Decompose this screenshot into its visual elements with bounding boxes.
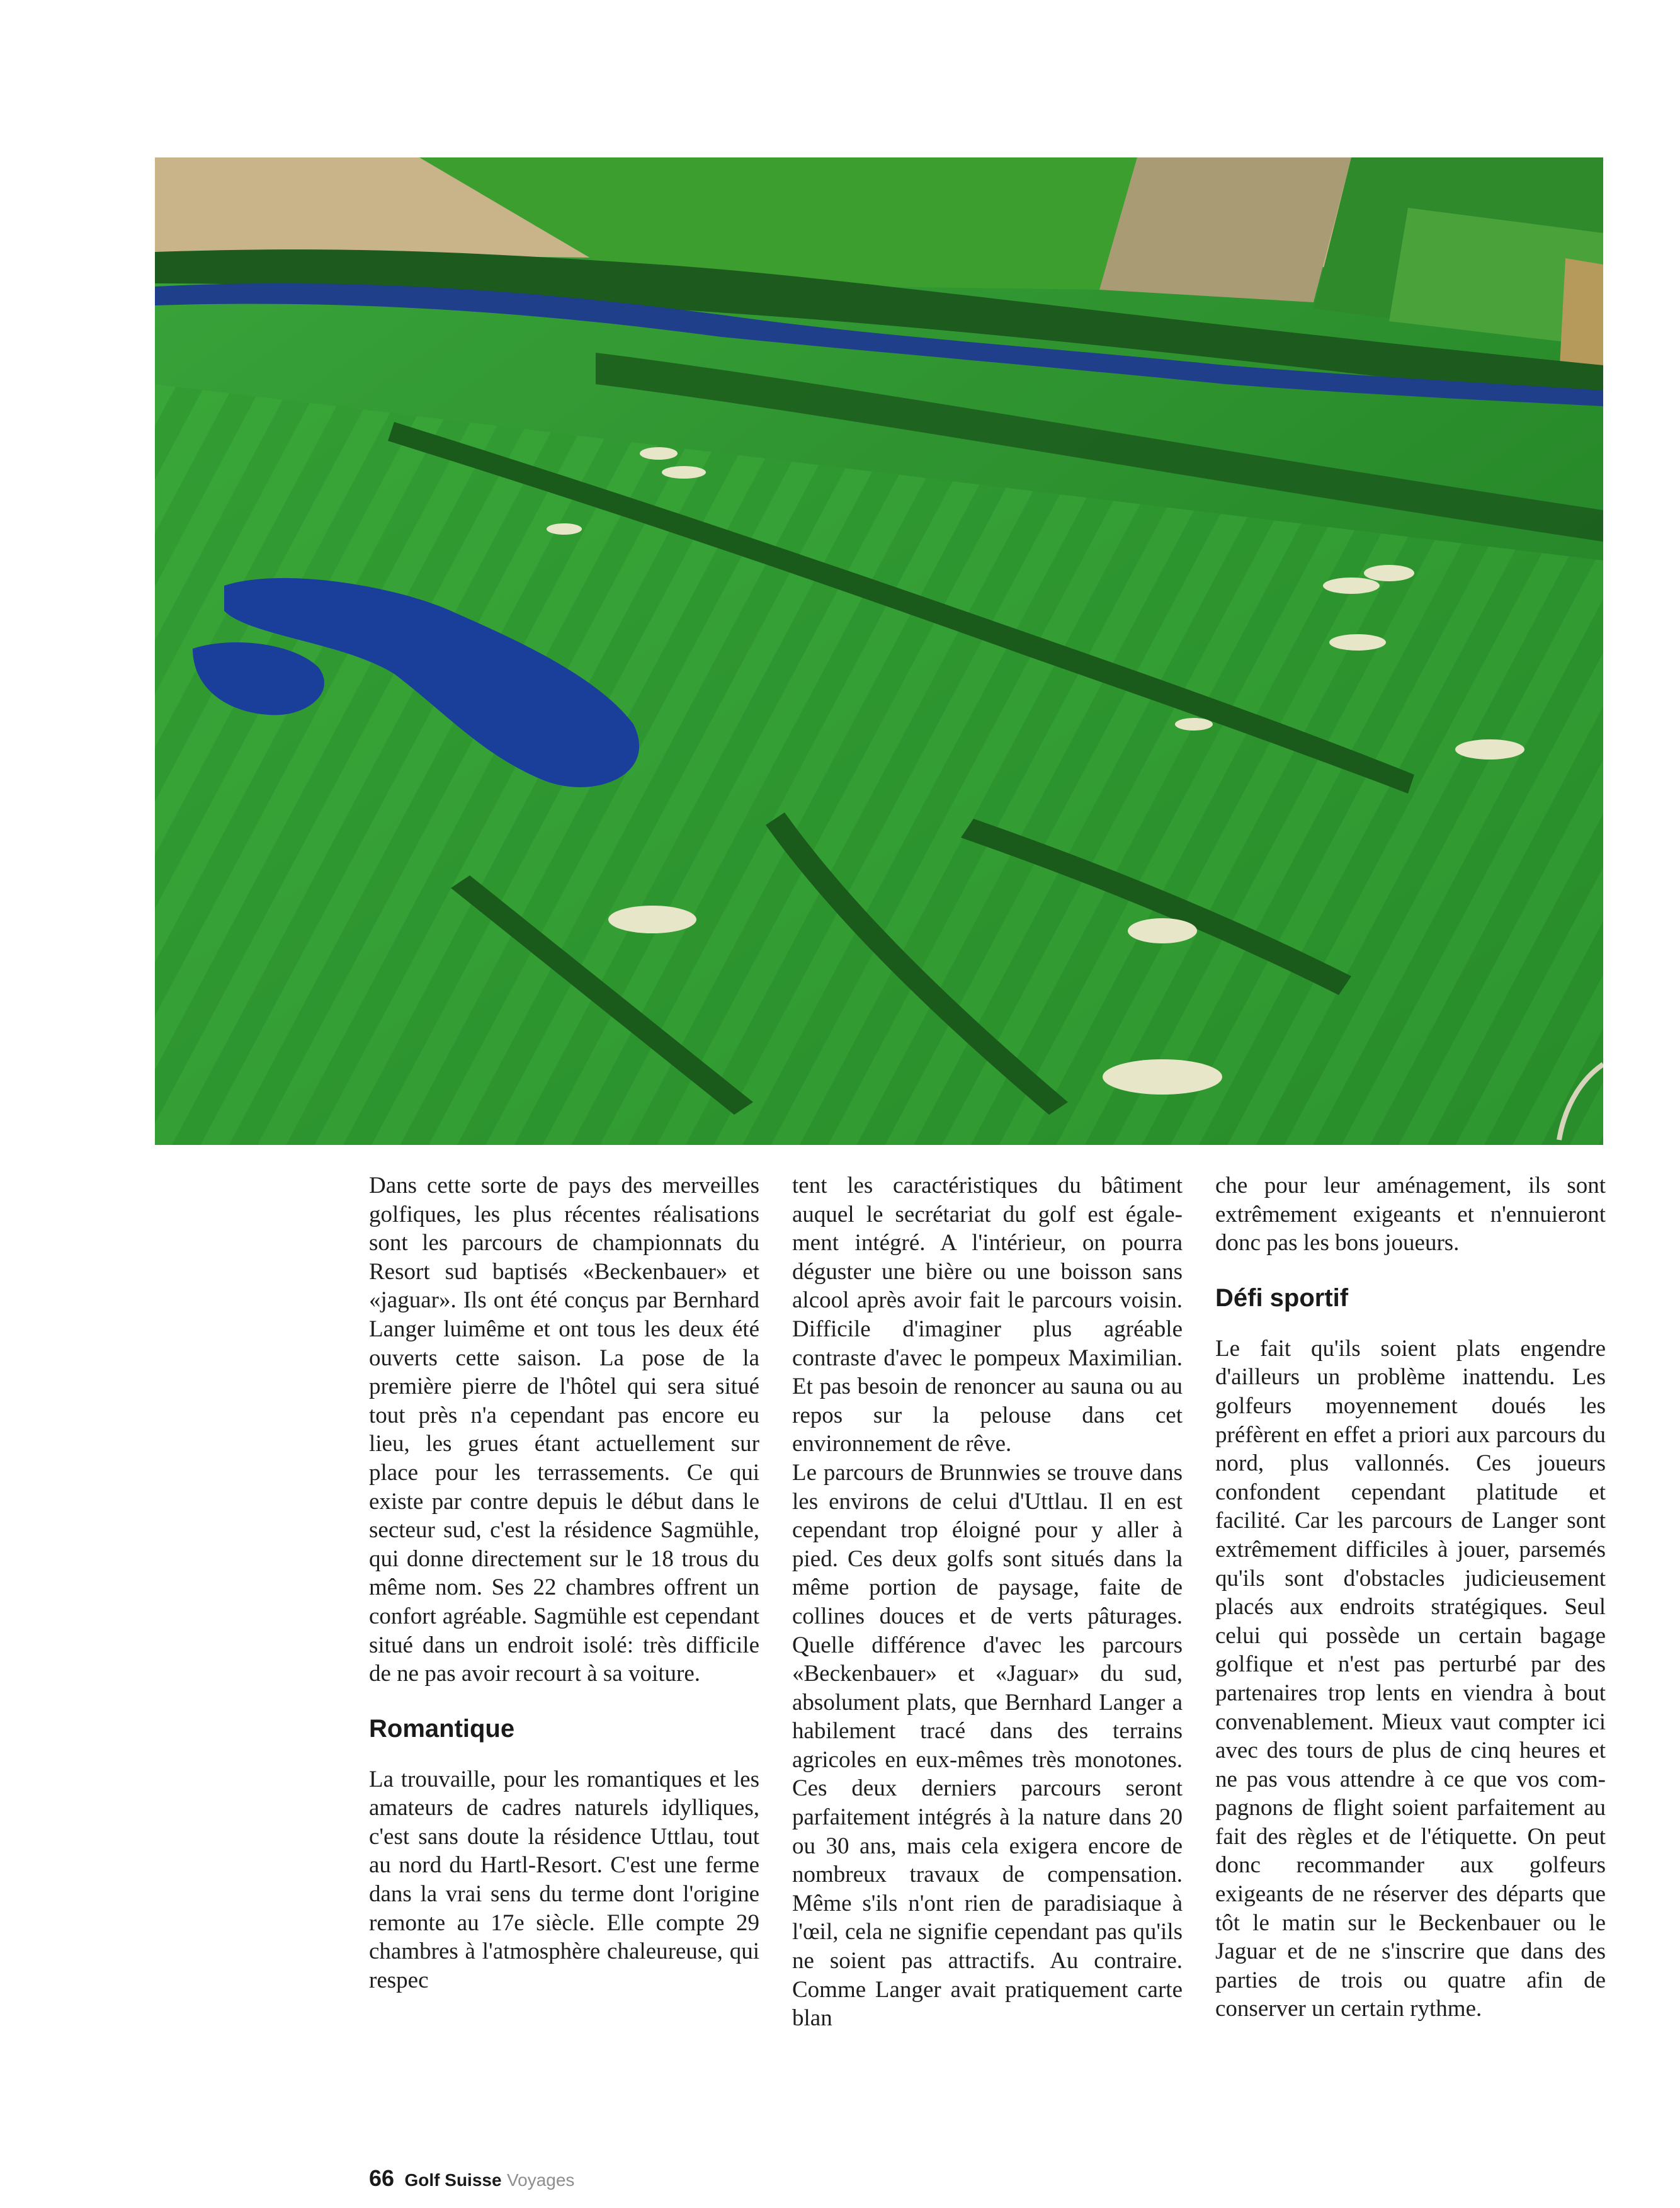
paragraph: tent les caractéristiques du bâtiment auquel le secrétariat du golf est également intégré. A l'intérieur, on pourra déguster une bière ou une boisson sans alcool après avoir fait le parcours voisin. Difficile d'imaginer plus agréable contraste d'avec le pompeux Maximilian. Et pas besoin de renoncer au sauna ou au repos sur la pelouse dans cet environnement de rêve. — [792, 1173, 1183, 1457]
magazine-name: Golf Suisse — [404, 2170, 502, 2190]
paragraph: Dans cette sorte de pays des merveilles golfiques, les plus récentes réalisations sont les parcours de championnats du Resort sud baptisés «Beckenbauer» et «jaguar». Ils ont été conçus par Bernhard Langer luimême et ont tous les deux été ouverts cette saison. La pose de la première pierre de l'hôtel qui sera situé tout près n'a cependant pas encore eu lieu, les grues étant actuellement sur place pour les terrassements. Ce qui existe par contre depuis le début dans le secteur sud, c'est la résidence Sagmühle, qui donne directement sur le 18 trous du même nom. Ses 22 chambres offrent un confort agréable. Sagmühle est cependant situé dans un endroit isolé: très difficile de ne pas avoir recourt à sa voiture. — [369, 1173, 759, 1687]
page-number: 66 — [369, 2165, 395, 2191]
golf-course-illustration — [155, 157, 1603, 1145]
aerial-golf-course-photo — [155, 157, 1603, 1145]
section-name: Voyages — [507, 2170, 575, 2190]
paragraph: Le fait qu'ils soient plats engendre d'ailleurs un problème inattendu. Les golfeurs moyennement doués les préfèrent en effet a priori aux parcours du nord, plus vallonnés. Ces joueurs confondent cependant platitude et facilité. Car les parcours de Langer sont extrêmement difficiles à jouer, parsemés qu'ils sont d'obstacles judicieusement placés aux endroits stratégiques. Seul celui qui possède un certain bagage golfique et n'est pas perturbé par des partenaires trop lents en viendra à bout convenablement. Mieux vaut compter ici avec des tours de plus de cinq heures et ne pas vous attendre à ce que vos compagnons de flight soient parfaitement au fait des règles et de l'étiquette. On peut donc recommander aux golfeurs exigeants de ne réserver des départs que tôt le matin sur le Beckenbauer ou le Jaguar et de ne s'inscrire que dans des parties de trois ou quatre afin de conserver un certain rythme. — [1215, 1335, 1606, 2022]
paragraph: Le parcours de Brunnwies se trouve dans les environs de celui d'Uttlau. Il en est cependant trop éloigné pour y aller à pied. Ces deux golfs sont situés dans la même portion de paysage, faite de collines douces et de verts pâturages. Quelle différence d'avec les parcours «Beckenbauer» et «Jaguar» du sud, absolument plats, que Bernhard Langer a habilement tracé dans des terrains agricoles en eux-mêmes très monotones. Ces deux derniers parcours seront parfaitement intégrés à la nature dans 20 ou 30 ans, mais cela exigera encore de nombreux travaux de compensation. Même s'ils n'ont rien de paradisiaque à l'œil, cela ne signifie cependant pas qu'ils ne soient pas attractifs. Au contraire. Comme Langer avait pratiquement carte blan — [792, 1459, 1183, 2032]
section-heading-defi-sportif: Défi sportif — [1215, 1283, 1349, 1312]
page-footer — [369, 2165, 574, 2192]
text-column-3 — [1215, 1171, 1606, 2023]
text-column-2 — [792, 1171, 1183, 2033]
text-column-1 — [369, 1171, 759, 1995]
section-heading-romantique: Romantique — [369, 1714, 515, 1743]
paragraph: che pour leur aménagement, ils sont extrêmement exigeants et n'ennuieront donc pas les bons joueurs. — [1215, 1173, 1606, 1256]
paragraph: La trouvaille, pour les romantiques et les amateurs de cadres naturels idylliques, c'est sans doute la résidence Uttlau, tout au nord du Hartl-Resort. C'est une ferme dans la vrai sens du terme dont l'origine remonte au 17e siècle. Elle compte 29 chambres à l'atmosphère chaleureuse, qui respec — [369, 1766, 759, 1993]
